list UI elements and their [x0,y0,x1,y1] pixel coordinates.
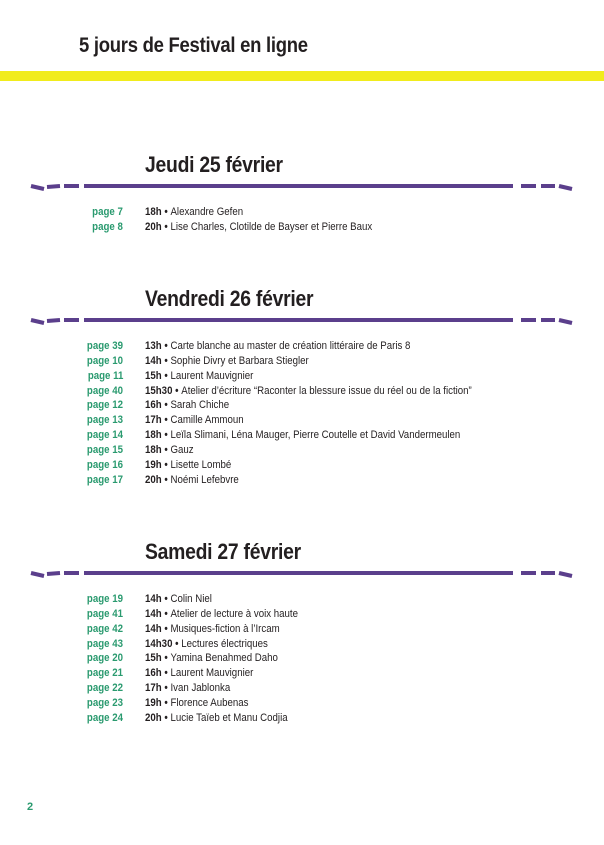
event-time: 17h [145,682,162,695]
bullet-icon: • [172,384,182,397]
divider-segment [559,573,572,576]
event-row [0,370,604,385]
page-reference: page 13 [86,414,123,427]
page-reference: page 17 [86,473,123,486]
section-divider [0,569,604,581]
event-title: Lucie Taïeb et Manu Codjia [170,711,288,724]
yellow-band [0,71,604,81]
event-time: 18h [145,206,162,218]
event-entry [145,340,410,352]
event-entry [145,652,278,664]
page-reference: page 41 [86,607,123,620]
page-number: 2 [27,801,34,813]
event-entry [145,474,239,486]
event-list [0,593,604,727]
event-title: Sophie Divry et Barbara Stiegler [170,354,309,367]
page-reference: page 40 [86,384,123,397]
event-list [0,206,604,236]
day-heading: Vendredi 26 février [145,286,314,311]
page-reference: page 21 [86,667,123,680]
page-reference: page 39 [86,340,123,352]
page-title: 5 jours de Festival en ligne [79,34,308,57]
event-row [0,697,604,712]
event-list [0,340,604,488]
event-entry [145,429,460,441]
bullet-icon: • [172,637,182,650]
event-title: Florence Aubenas [170,696,249,709]
page-reference: page 20 [86,652,123,665]
event-row [0,608,604,623]
bullet-icon: • [161,354,171,367]
event-row [0,399,604,414]
event-title: Alexandre Gefen [170,206,244,218]
event-title: Lectures électriques [181,637,268,650]
bullet-icon: • [161,607,171,620]
event-title: Camille Ammoun [170,414,244,427]
event-entry [145,206,243,218]
event-title: Yamina Benahmed Daho [170,652,278,665]
event-time: 19h [145,458,162,471]
event-time: 20h [145,711,162,724]
bullet-icon: • [161,414,171,427]
event-entry [145,638,268,650]
event-row [0,355,604,370]
page-reference: page 16 [86,458,123,471]
event-time: 14h [145,593,162,605]
bullet-icon: • [161,340,171,352]
divider-segment [559,320,572,323]
event-entry [145,370,253,382]
event-row [0,444,604,459]
page-reference: page 23 [86,696,123,709]
event-time: 15h30 [145,384,173,397]
event-title: Musiques-fiction à l’Ircam [170,622,280,635]
event-title: Laurent Mauvignier [170,667,254,680]
event-time: 14h30 [145,637,173,650]
event-row [0,340,604,355]
bullet-icon: • [161,399,171,412]
event-title: Lisette Lombé [170,458,232,471]
bullet-icon: • [161,696,171,709]
event-title: Carte blanche au master de création littéraire de Paris 8 [170,340,411,352]
event-time: 15h [145,652,162,665]
event-entry [145,385,472,397]
event-row [0,414,604,429]
section-divider [0,316,604,328]
event-title: Colin Niel [170,593,212,605]
page-reference: page 42 [86,622,123,635]
day-heading: Samedi 27 février [145,539,301,564]
divider-segment [31,186,44,189]
event-row [0,712,604,727]
event-row [0,667,604,682]
section-divider [0,182,604,194]
page-reference: page 10 [86,354,123,367]
bullet-icon: • [161,458,171,471]
event-row [0,429,604,444]
event-time: 14h [145,607,162,620]
page-reference: page 8 [92,220,123,233]
event-row [0,221,604,236]
event-row [0,638,604,653]
event-title: Atelier de lecture à voix haute [170,607,298,620]
event-row [0,385,604,400]
event-row [0,682,604,697]
divider-segment [559,186,572,189]
event-time: 17h [145,414,162,427]
divider-segment [31,573,44,576]
event-time: 18h [145,443,162,456]
bullet-icon: • [161,682,171,695]
event-entry [145,459,231,471]
event-row [0,206,604,221]
bullet-icon: • [161,369,171,382]
event-entry [145,667,253,679]
event-time: 13h [145,340,162,352]
page-reference: page 22 [86,682,123,695]
event-time: 16h [145,399,162,412]
event-entry [145,623,280,635]
page-reference: page 14 [86,429,123,442]
bullet-icon: • [161,220,171,233]
event-time: 18h [145,429,162,442]
event-title: Ivan Jablonka [170,682,231,695]
event-entry [145,444,194,456]
event-entry [145,414,244,426]
event-row [0,459,604,474]
bullet-icon: • [161,652,171,665]
divider-segment [47,186,60,187]
page-reference: page 15 [86,443,123,456]
event-entry [145,399,229,411]
bullet-icon: • [161,429,171,442]
bullet-icon: • [161,473,171,486]
day-heading: Jeudi 25 février [145,152,283,177]
bullet-icon: • [161,443,171,456]
bullet-icon: • [161,622,171,635]
event-entry [145,697,248,709]
event-row [0,623,604,638]
bullet-icon: • [161,711,171,724]
event-time: 14h [145,622,162,635]
divider-segment [47,573,60,574]
divider-segment [31,320,44,323]
page-reference: page 19 [86,593,123,605]
event-entry [145,355,309,367]
event-time: 19h [145,696,162,709]
bullet-icon: • [161,667,171,680]
event-time: 20h [145,220,162,233]
event-title: Noémi Lefebvre [170,473,239,486]
event-entry [145,593,212,605]
event-entry [145,608,298,620]
page-reference: page 12 [86,399,123,412]
page-reference: page 11 [87,369,123,382]
event-title: Lise Charles, Clotilde de Bayser et Pierre Baux [170,220,373,233]
event-time: 16h [145,667,162,680]
event-entry [145,712,288,724]
event-title: Sarah Chiche [170,399,230,412]
event-row [0,652,604,667]
event-entry [145,682,230,694]
event-time: 20h [145,473,162,486]
bullet-icon: • [161,593,171,605]
event-title: Leïla Slimani, Léna Mauger, Pierre Coutelle et David Vandermeulen [170,429,461,442]
divider-segment [47,320,60,321]
event-time: 15h [145,369,162,382]
event-row [0,593,604,608]
event-entry [145,221,372,233]
page-reference: page 7 [92,206,123,218]
event-row [0,474,604,489]
event-title: Laurent Mauvignier [170,369,254,382]
event-title: Gauz [170,443,194,456]
page-reference: page 24 [86,711,123,724]
page-reference: page 43 [86,637,123,650]
event-time: 14h [145,354,162,367]
bullet-icon: • [161,206,171,218]
event-title: Atelier d’écriture “Raconter la blessure issue du réel ou de la fiction” [181,384,472,397]
